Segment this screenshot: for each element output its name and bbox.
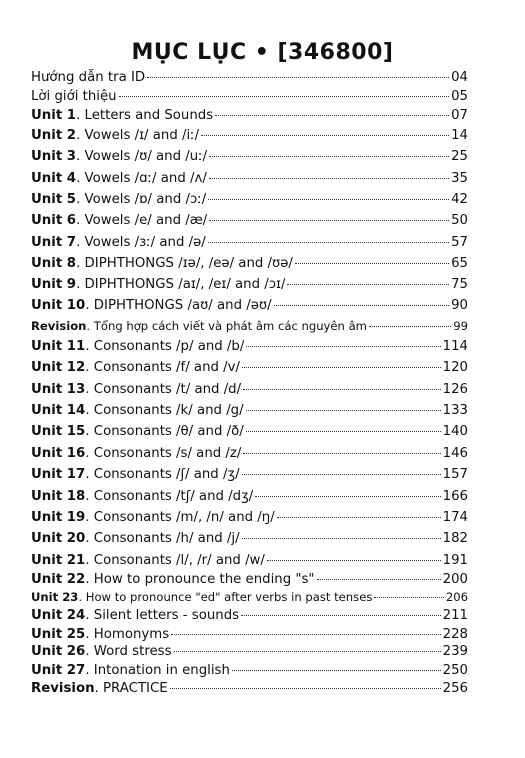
toc-entry-page: 166	[442, 489, 468, 504]
toc-entry-title: Consonants /tʃ/ and /dʒ/	[93, 489, 254, 504]
toc-entry-prefix: Unit 6	[31, 213, 77, 228]
toc-entry-title: DIPHTHONGS /aɪ/, /eɪ/ and /ɔɪ/	[84, 277, 286, 292]
toc-entry-title: Consonants /s/ and /z/	[93, 446, 242, 461]
toc-entry-label: Unit 21 . Consonants /l/, /r/ and /w/	[31, 553, 265, 568]
toc-entry-label: Unit 15 . Consonants /θ/ and /ð/	[31, 424, 244, 439]
dot-leader	[369, 326, 451, 327]
toc-entry-label: Unit 1 . Letters and Sounds	[31, 108, 214, 123]
toc-entry-label: Unit 27 . Intonation in english	[31, 663, 230, 678]
toc-entry-prefix: Unit 23	[31, 590, 79, 604]
toc-entry[interactable]	[31, 106, 468, 125]
toc-entry[interactable]	[31, 147, 468, 166]
toc-entry-page: 25	[451, 149, 468, 164]
toc-entry-prefix: Unit 1	[31, 108, 77, 123]
toc-entry-label: Unit 4 . Vowels /ɑː/ and /ʌ/	[31, 171, 207, 186]
toc-entry[interactable]	[31, 317, 468, 336]
toc-entry[interactable]	[31, 401, 468, 420]
dot-leader	[208, 242, 449, 243]
toc-entry-title: How to pronounce the ending "s"	[93, 572, 315, 587]
dot-leader	[209, 220, 449, 221]
toc-entry[interactable]	[31, 87, 468, 106]
toc-entry-label: Unit 26 . Word stress	[31, 644, 172, 659]
toc-entry-prefix: Unit 12	[31, 360, 86, 375]
toc-entry[interactable]	[31, 551, 468, 570]
toc-entry-page: 239	[442, 644, 468, 659]
toc-entry-label: Unit 12 . Consonants /f/ and /v/	[31, 360, 241, 375]
toc-entry[interactable]	[31, 68, 468, 87]
toc-entry-title: Lời giới thiệu	[31, 89, 117, 104]
toc-entry-label: Revision . Tổng hợp cách viết và phát âm các nguyên âm	[31, 317, 367, 336]
toc-entry-page: 42	[451, 192, 468, 207]
dot-leader	[174, 651, 441, 652]
dot-leader	[232, 670, 441, 671]
toc-entry-prefix: Unit 19	[31, 510, 86, 525]
toc-entry-prefix: Unit 4	[31, 171, 77, 186]
toc-entry-label: Unit 3 . Vowels /ʊ/ and /uː/	[31, 149, 208, 164]
toc-entry-prefix: Unit 17	[31, 467, 86, 482]
toc-entry-title: Vowels /ʊ/ and /uː/	[84, 149, 208, 164]
toc-entry-prefix: Unit 15	[31, 424, 86, 439]
dot-leader	[171, 634, 440, 635]
dot-leader	[147, 77, 449, 78]
toc-entry-label: Unit 24 . Silent letters - sounds	[31, 608, 240, 623]
toc-entry-label: Unit 14 . Consonants /k/ and /g/	[31, 403, 244, 418]
toc-entry-label: Unit 7 . Vowels /ɜː/ and /ə/	[31, 235, 206, 250]
toc-entry-page: 35	[451, 171, 468, 186]
toc-entry-prefix: Unit 7	[31, 235, 77, 250]
toc-entry-prefix: Revision	[31, 319, 87, 333]
dot-leader	[119, 96, 449, 97]
toc-entry-prefix: Unit 8	[31, 256, 77, 271]
toc-entry-title: Vowels /ɑː/ and /ʌ/	[84, 171, 207, 186]
toc-entry-prefix: Unit 9	[31, 277, 77, 292]
page-title: MỤC LỤC • [346800]	[131, 40, 394, 65]
toc-entry[interactable]	[31, 606, 468, 625]
toc-entry-label: Unit 5 . Vowels /ɒ/ and /ɔː/	[31, 192, 207, 207]
toc-entry[interactable]	[31, 487, 468, 506]
toc-entry[interactable]	[31, 126, 468, 145]
toc-entry-prefix: Unit 16	[31, 446, 86, 461]
dot-leader	[374, 597, 443, 598]
toc-entry-prefix: Unit 5	[31, 192, 77, 207]
dot-leader	[287, 284, 449, 285]
toc-entry-label: Unit 18 . Consonants /tʃ/ and /dʒ/	[31, 489, 254, 504]
toc-entry-title: DIPHTHONGS /ɪə/, /eə/ and /ʊə/	[84, 256, 293, 271]
toc-entry-label: Unit 25 . Homonyms	[31, 627, 170, 642]
toc-entry-page: 174	[442, 510, 468, 525]
dot-leader	[242, 367, 441, 368]
toc-entry-title: Vowels /ɒ/ and /ɔː/	[84, 192, 207, 207]
toc-entry-page: 157	[442, 467, 468, 482]
toc-entry-page: 228	[442, 627, 468, 642]
toc-entry[interactable]	[31, 296, 468, 315]
toc-entry-page: 04	[451, 70, 468, 85]
dot-leader	[267, 560, 441, 561]
toc-entry[interactable]	[31, 465, 468, 484]
toc-entry-label: Unit 6 . Vowels /e/ and /æ/	[31, 213, 208, 228]
dot-leader	[208, 199, 449, 200]
toc-entry-title: Hướng dẫn tra ID	[31, 70, 146, 85]
toc-entry-label: Unit 19 . Consonants /m/, /n/ and /ŋ/	[31, 510, 275, 525]
dot-leader	[209, 156, 449, 157]
toc-entry-title: Vowels /ɪ/ and /iː/	[84, 128, 200, 143]
toc-entry-page: 114	[442, 339, 468, 354]
toc-entry-title: Word stress	[93, 644, 172, 659]
toc-entry-title: Consonants /m/, /n/ and /ŋ/	[93, 510, 275, 525]
toc-entry[interactable]	[31, 254, 468, 273]
toc-entry-label: Unit 17 . Consonants /ʃ/ and /ʒ/	[31, 467, 240, 482]
toc-entry-label: Unit 22 . How to pronounce the ending "s"	[31, 572, 315, 587]
toc-entry-title: Tổng hợp cách viết và phát âm các nguyên âm	[93, 319, 367, 333]
toc-entry[interactable]	[31, 508, 468, 527]
toc-entry-title: Vowels /e/ and /æ/	[84, 213, 208, 228]
toc-entry-prefix: Revision	[31, 681, 95, 696]
toc-entry[interactable]	[31, 588, 468, 607]
dot-leader	[317, 579, 441, 580]
toc-entry-page: 57	[451, 235, 468, 250]
toc-entry-title: Consonants /k/ and /g/	[93, 403, 244, 418]
dot-leader	[277, 517, 441, 518]
toc-entry-page: 182	[442, 531, 468, 546]
toc-entry-prefix: Unit 18	[31, 489, 86, 504]
toc-entry-label: Unit 9 . DIPHTHONGS /aɪ/, /eɪ/ and /ɔɪ/	[31, 277, 286, 292]
toc-entry-prefix: Unit 21	[31, 553, 86, 568]
toc-entry[interactable]	[31, 529, 468, 548]
dot-leader	[243, 453, 440, 454]
toc-entry-label: Unit 20 . Consonants /h/ and /j/	[31, 531, 240, 546]
dot-leader	[242, 538, 441, 539]
toc-entry-label: Unit 10 . DIPHTHONGS /aʊ/ and /əʊ/	[31, 298, 272, 313]
toc-entry-page: 146	[442, 446, 468, 461]
toc-entry-title: Letters and Sounds	[84, 108, 214, 123]
toc-entry-prefix: Unit 26	[31, 644, 86, 659]
toc-entry-title: Consonants /l/, /r/ and /w/	[93, 553, 265, 568]
dot-leader	[170, 688, 441, 689]
dot-leader	[295, 263, 449, 264]
toc-entry-label: Unit 2 . Vowels /ɪ/ and /iː/	[31, 128, 200, 143]
toc-entry-title: DIPHTHONGS /aʊ/ and /əʊ/	[93, 298, 272, 313]
toc-entry-label: Unit 16 . Consonants /s/ and /z/	[31, 446, 242, 461]
toc-entry-label: Revision . PRACTICE	[31, 681, 168, 696]
toc-entry-prefix: Unit 10	[31, 298, 86, 313]
toc-entry[interactable]	[31, 337, 468, 356]
toc-entry-page: 211	[442, 608, 468, 623]
toc-entry-prefix: Unit 20	[31, 531, 86, 546]
toc-entry[interactable]	[31, 275, 468, 294]
toc-entry-label: Unit 13 . Consonants /t/ and /d/	[31, 382, 242, 397]
toc-entry-page: 133	[442, 403, 468, 418]
toc-entry[interactable]	[31, 233, 468, 252]
toc-entry[interactable]	[31, 679, 468, 698]
toc-entry-title: Consonants /θ/ and /ð/	[93, 424, 244, 439]
toc-entry-prefix: Unit 25	[31, 627, 86, 642]
toc-entry-title: Consonants /p/ and /b/	[93, 339, 245, 354]
toc-entry-title: Consonants /h/ and /j/	[93, 531, 240, 546]
toc-entry-page: 14	[451, 128, 468, 143]
toc-entry[interactable]	[31, 358, 468, 377]
toc-entry-prefix: Unit 27	[31, 663, 86, 678]
toc-entry-title: PRACTICE	[103, 681, 168, 696]
toc-entry-page: 50	[451, 213, 468, 228]
toc-entry-prefix: Unit 2	[31, 128, 77, 143]
toc-entry[interactable]	[31, 211, 468, 230]
toc-entry-title: Silent letters - sounds	[93, 608, 240, 623]
toc-entry-page: 140	[442, 424, 468, 439]
toc-entry-title: Consonants /f/ and /v/	[93, 360, 241, 375]
dot-leader	[243, 389, 441, 390]
toc-entry-page: 206	[445, 590, 468, 604]
toc-entry-title: Homonyms	[93, 627, 170, 642]
toc-entry[interactable]	[31, 642, 468, 661]
toc-entry-title: Consonants /ʃ/ and /ʒ/	[93, 467, 240, 482]
toc-entry-prefix: Unit 14	[31, 403, 86, 418]
dot-leader	[255, 496, 440, 497]
dot-leader	[274, 305, 449, 306]
dot-leader	[246, 410, 441, 411]
toc-entry-label: Unit 11 . Consonants /p/ and /b/	[31, 339, 245, 354]
toc-entry-title: Intonation in english	[93, 663, 230, 678]
toc-entry-page: 250	[442, 663, 468, 678]
toc-entry-page: 90	[451, 298, 468, 313]
dot-leader	[201, 135, 449, 136]
toc-entry[interactable]	[31, 380, 468, 399]
dot-leader	[241, 615, 441, 616]
dot-leader	[242, 474, 441, 475]
toc-entry-page: 05	[451, 89, 468, 104]
toc-entry-page: 99	[453, 319, 468, 333]
dot-leader	[246, 346, 440, 347]
dot-leader	[209, 178, 449, 179]
toc-entry-label: Unit 23 . How to pronounce "ed" after verbs in past tenses	[31, 588, 372, 607]
toc-entry-page: 75	[451, 277, 468, 292]
toc-entry-prefix: Unit 3	[31, 149, 77, 164]
toc-entry[interactable]	[31, 661, 468, 680]
toc-entry-page: 200	[442, 572, 468, 587]
toc-entry[interactable]	[31, 190, 468, 209]
toc-entry-label	[31, 68, 145, 87]
toc-entry-title: Vowels /ɜː/ and /ə/	[84, 235, 206, 250]
toc-entry-prefix: Unit 13	[31, 382, 86, 397]
toc-entry-page: 07	[451, 108, 468, 123]
toc-entry[interactable]	[31, 444, 468, 463]
toc-entry-prefix: Unit 22	[31, 572, 86, 587]
toc-entry[interactable]	[31, 570, 468, 589]
toc-entry-prefix: Unit 11	[31, 339, 86, 354]
toc-entry-page: 191	[442, 553, 468, 568]
toc-entry[interactable]	[31, 422, 468, 441]
dot-leader	[215, 115, 449, 116]
toc-entry[interactable]	[31, 169, 468, 188]
toc-entry-title: How to pronounce "ed" after verbs in past tenses	[85, 590, 373, 604]
toc-entry-page: 120	[442, 360, 468, 375]
toc-entry-label: Unit 8 . DIPHTHONGS /ɪə/, /eə/ and /ʊə/	[31, 256, 293, 271]
toc-entry-label	[31, 87, 117, 106]
toc-entry-title: Consonants /t/ and /d/	[93, 382, 242, 397]
toc-entry-page: 126	[442, 382, 468, 397]
toc-entry-prefix: Unit 24	[31, 608, 86, 623]
toc-entry-page: 256	[442, 681, 468, 696]
toc-entry-page: 65	[451, 256, 468, 271]
dot-leader	[246, 431, 441, 432]
